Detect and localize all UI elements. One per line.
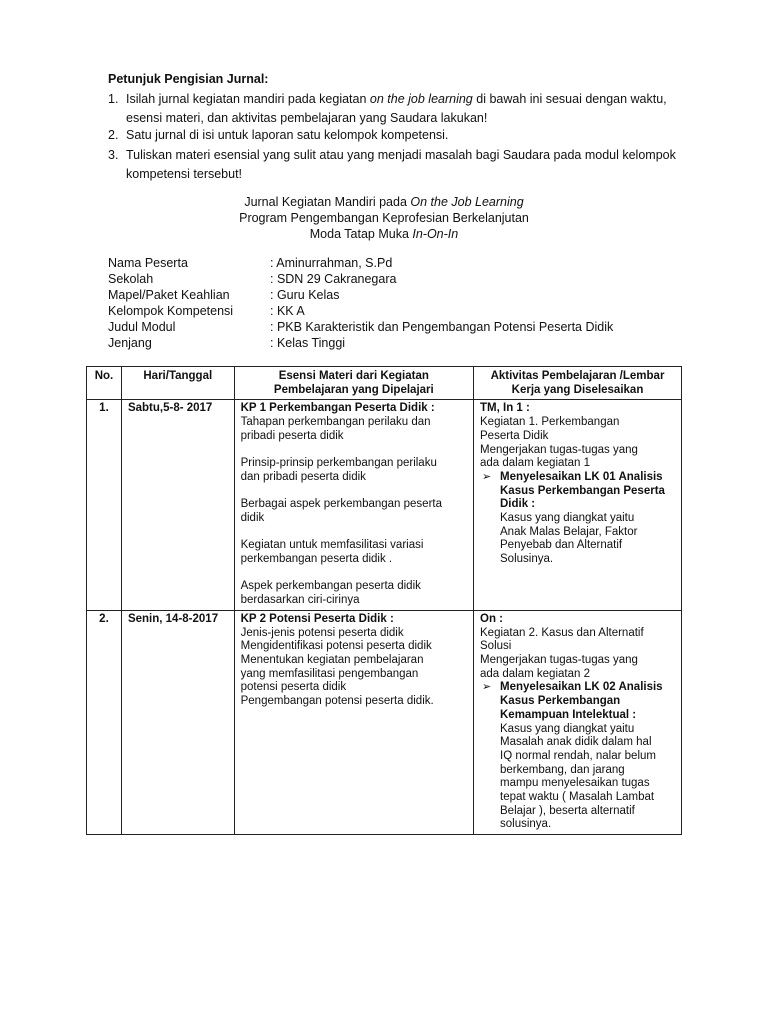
title-italic: On the Job Learning bbox=[410, 195, 524, 209]
instruction-item-1 bbox=[108, 90, 683, 128]
info-value: : SDN 29 Cakranegara bbox=[270, 272, 397, 286]
spacer bbox=[241, 444, 467, 458]
detail-line: Anak Malas Belajar, Faktor bbox=[500, 525, 638, 538]
detail-line: Kasus yang diangkat yaitu bbox=[500, 722, 635, 735]
detail-line: Penyebab dan Alternatif bbox=[500, 539, 623, 552]
info-value: : KK A bbox=[270, 304, 305, 318]
journal-title-line-3 bbox=[84, 226, 684, 242]
instruction-text-part: Isilah jurnal kegiatan mandiri pada kegiatan bbox=[126, 92, 370, 106]
instruction-text bbox=[126, 90, 683, 128]
title-text: Jurnal Kegiatan Mandiri pada bbox=[244, 195, 411, 209]
instruction-text: Tuliskan materi esensial yang sulit atau yang menjadi masalah bagi Saudara pada modul kelompok kompetensi tersebut! bbox=[126, 148, 676, 181]
journal-table bbox=[86, 366, 682, 835]
instruction-text-italic: on the job learning bbox=[369, 92, 473, 106]
detail-line: IQ normal rendah, nalar belum bbox=[500, 749, 656, 762]
header-no: No. bbox=[87, 367, 122, 400]
materi-line: yang memfasilitasi pengembangan bbox=[240, 667, 419, 680]
detail-line: Belajar ), beserta alternatif bbox=[500, 804, 635, 817]
aktivitas-line: ada dalam kegiatan 1 bbox=[480, 457, 590, 470]
aktivitas-detail bbox=[480, 723, 675, 833]
cell-materi bbox=[234, 400, 473, 610]
info-value: : Aminurrahman, S.Pd bbox=[270, 256, 393, 270]
materi-line: Prinsip-prinsip perkembangan perilaku bbox=[240, 457, 437, 470]
detail-line: Kasus yang diangkat yaitu bbox=[500, 512, 635, 525]
materi-line: Aspek perkembangan peserta didik bbox=[240, 580, 421, 593]
materi-line: dan pribadi peserta didik bbox=[240, 470, 366, 483]
instruction-text-part: di bawah ini sesuai dengan waktu, esensi materi, dan aktivitas pembelajaran yang Saudara lakukan! bbox=[126, 92, 667, 125]
info-label: Kelompok Kompetensi bbox=[108, 304, 234, 318]
header-text: Aktivitas Pembelajaran /Lembar bbox=[490, 370, 665, 382]
spacer bbox=[241, 485, 467, 499]
cell-materi bbox=[234, 610, 473, 834]
header-text: Pembelajaran yang Dipelajari bbox=[273, 383, 434, 396]
detail-line: mampu menyelesaikan tugas bbox=[500, 777, 650, 790]
materi-line: didik bbox=[240, 512, 265, 524]
journal-title-line-1 bbox=[84, 194, 684, 210]
aktivitas-title: On : bbox=[480, 612, 503, 625]
info-label: Nama Peserta bbox=[108, 256, 188, 270]
aktivitas-line: Mengerjakan tugas-tugas yang bbox=[480, 443, 638, 456]
materi-line: Mengidentifikasi potensi peserta didik bbox=[240, 640, 432, 653]
aktivitas-line: Solusi bbox=[480, 640, 512, 653]
instruction-number: 3. bbox=[108, 148, 119, 162]
info-label: Judul Modul bbox=[108, 320, 176, 334]
info-label: Mapel/Paket Keahlian bbox=[108, 288, 230, 302]
aktivitas-line: Peserta Didik bbox=[480, 429, 549, 442]
cell-tanggal: Sabtu,5-8- 2017 bbox=[121, 400, 234, 610]
cell-aktivitas bbox=[474, 400, 682, 610]
info-value: : Guru Kelas bbox=[270, 288, 340, 302]
info-value: : Kelas Tinggi bbox=[270, 336, 346, 350]
materi-title: KP 2 Potensi Peserta Didik : bbox=[240, 612, 394, 625]
arrow-bullet-icon: ➢ bbox=[482, 470, 492, 483]
journal-title-line-2: Program Pengembangan Keprofesian Berkelanjutan bbox=[239, 211, 529, 225]
aktivitas-bullet bbox=[480, 471, 675, 512]
materi-line: Berbagai aspek perkembangan peserta bbox=[240, 498, 442, 511]
table-header-row bbox=[87, 367, 682, 400]
detail-line: berkembang, dan jarang bbox=[500, 763, 625, 776]
instruction-item-2 bbox=[108, 126, 683, 145]
detail-line: tepat waktu ( Masalah Lambat bbox=[500, 791, 655, 804]
materi-line: perkembangan peserta didik . bbox=[240, 553, 393, 566]
detail-line: Solusinya. bbox=[500, 553, 554, 566]
table-row bbox=[87, 610, 682, 834]
arrow-bullet-icon: ➢ bbox=[482, 681, 492, 694]
table-row bbox=[87, 400, 682, 610]
aktivitas-line: ada dalam kegiatan 2 bbox=[480, 667, 590, 680]
header-aktivitas bbox=[474, 367, 682, 400]
materi-line: Pengembangan potensi peserta didik. bbox=[240, 695, 434, 708]
spacer bbox=[241, 526, 467, 540]
aktivitas-line: Kegiatan 1. Perkembangan bbox=[480, 416, 620, 429]
info-label: Sekolah bbox=[108, 272, 154, 286]
aktivitas-title: TM, In 1 : bbox=[480, 402, 530, 415]
info-label: Jenjang bbox=[108, 336, 152, 350]
cell-aktivitas bbox=[474, 610, 682, 834]
header-text: Esensi Materi dari Kegiatan bbox=[278, 370, 429, 382]
instruction-item-3 bbox=[108, 146, 683, 184]
title-italic: In-On-In bbox=[412, 227, 459, 241]
materi-line: Kegiatan untuk memfasilitasi variasi bbox=[240, 539, 424, 552]
header-text: Kerja yang Diselesaikan bbox=[511, 383, 644, 396]
aktivitas-line: Mengerjakan tugas-tugas yang bbox=[480, 654, 638, 666]
bullet-line: Kemampuan Intelektual : bbox=[500, 708, 637, 721]
spacer bbox=[241, 567, 467, 581]
materi-line: Menentukan kegiatan pembelajaran bbox=[240, 654, 424, 666]
materi-line: potensi peserta didik bbox=[240, 681, 347, 694]
instruction-text: Satu jurnal di isi untuk laporan satu kelompok kompetensi. bbox=[126, 128, 449, 142]
cell-no: 1. bbox=[87, 400, 122, 610]
bullet-line: Didik : bbox=[500, 498, 536, 511]
detail-line: Masalah anak didik dalam hal bbox=[500, 736, 652, 749]
aktivitas-bullet bbox=[480, 681, 675, 722]
bullet-line: Kasus Perkembangan bbox=[500, 695, 621, 708]
bullet-line: Menyelesaikan LK 02 Analisis bbox=[500, 681, 663, 694]
instruction-number: 1. bbox=[108, 92, 119, 106]
materi-line: berdasarkan ciri-cirinya bbox=[240, 594, 360, 607]
detail-line: solusinya. bbox=[500, 818, 552, 831]
materi-line: pribadi peserta didik bbox=[240, 429, 344, 442]
cell-no: 2. bbox=[87, 610, 122, 834]
materi-line: Jenis-jenis potensi peserta didik bbox=[240, 626, 404, 639]
header-tanggal: Hari/Tanggal bbox=[121, 367, 234, 400]
title-text: Moda Tatap Muka bbox=[309, 227, 413, 241]
bullet-line: Menyelesaikan LK 01 Analisis bbox=[500, 470, 663, 483]
aktivitas-detail bbox=[480, 512, 675, 567]
bullet-line: Kasus Perkembangan Peserta bbox=[500, 484, 665, 497]
instruction-number: 2. bbox=[108, 128, 119, 142]
header-materi bbox=[234, 367, 473, 400]
instructions-heading: Petunjuk Pengisian Jurnal: bbox=[108, 72, 269, 86]
aktivitas-line: Kegiatan 2. Kasus dan Alternatif bbox=[480, 626, 644, 639]
cell-tanggal: Senin, 14-8-2017 bbox=[121, 610, 234, 834]
materi-title: KP 1 Perkembangan Peserta Didik : bbox=[240, 402, 435, 415]
info-value: : PKB Karakteristik dan Pengembangan Potensi Peserta Didik bbox=[270, 320, 614, 334]
materi-line: Tahapan perkembangan perilaku dan bbox=[240, 416, 431, 429]
